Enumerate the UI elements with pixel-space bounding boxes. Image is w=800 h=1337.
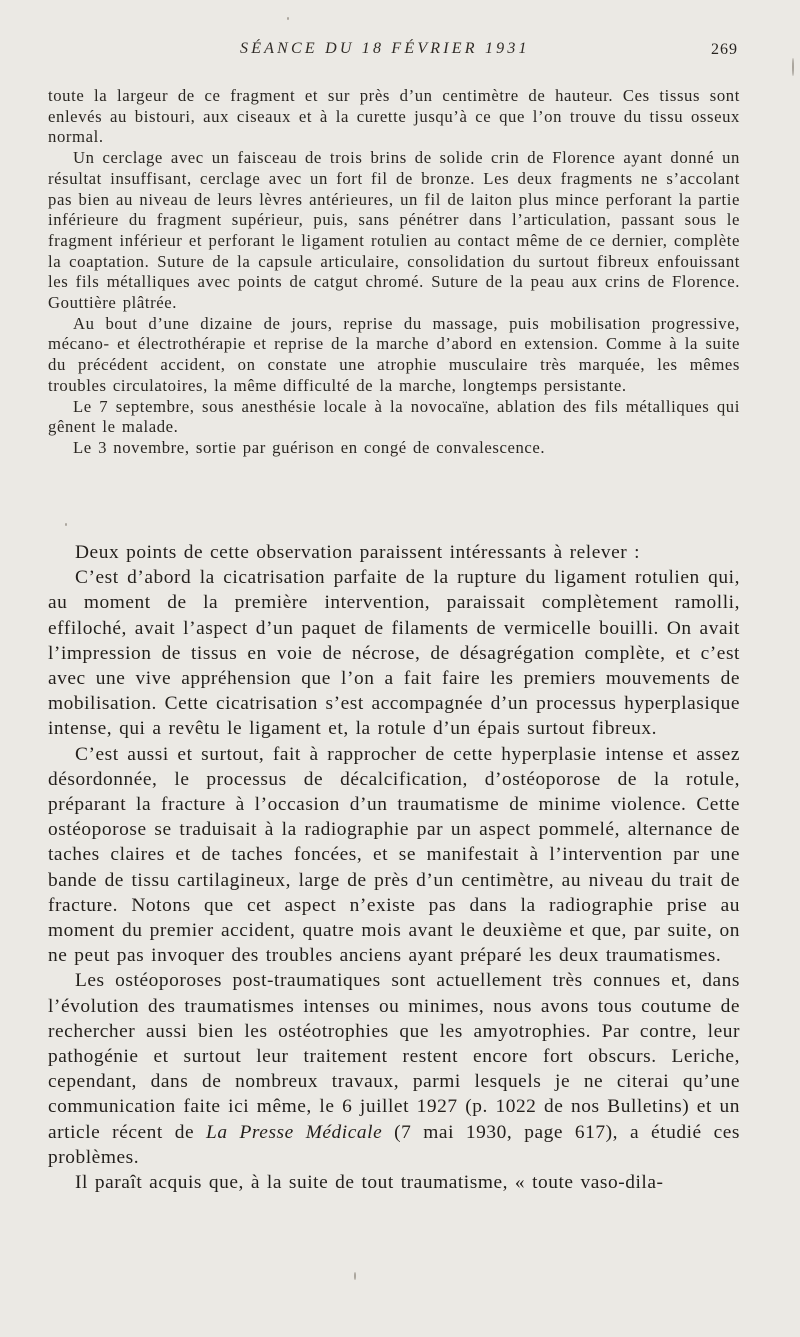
observation-paragraph: Le 7 septembre, sous anesthésie locale à la novocaïne, ablation des fils métalliques qui gênent le malade. [48,396,740,437]
discussion-paragraph: Il paraît acquis que, à la suite de tout traumatisme, « toute vaso-dila- [75,1172,664,1194]
discussion-paragraph: C’est d’abord la cicatrisation parfaite de la rupture du ligament rotulien qui, au moment de la première intervention, paraissait complètement ramolli, effiloché, avait l’aspect d’un paquet de filaments de vermicelle bouilli. On avait l’impression de tissus en voie de nécrose, de désagrégation complète, et c’est avec une vive appréhension que l’on a fait faire les premiers mouvements de mobilisation. Cette cicatrisation s’est accompagnée d’un processus hyperplasique intense, qui a revêtu le ligament et, la rotule d’un épais surtout fibreux. [48,567,740,740]
page-number: 269 [711,41,738,58]
discussion-paragraph-with-citation [48,968,740,1170]
page-header [48,40,738,64]
observation-paragraph: toute la largeur de ce fragment et sur près d’un centimètre de hauteur. Ces tissus sont enlevés au bistouri, aux ciseaux et à la curette jusqu’à ce que l’on trouve du tissu osseux normal. [48,86,740,147]
scan-speck [287,17,289,20]
citation-trailing-text: (7 mai 1930, page 617), a étudié ces problèmes. [48,1121,740,1168]
observation-paragraph: Le 3 novembre, sortie par guérison en congé de convalescence. [73,437,546,457]
observation-paragraph: Un cerclage avec un faisceau de trois brins de solide crin de Florence ayant donné un résultat insuffisant, cerclage avec un fort fil de bronze. Les deux fragments ne s’accolant pas bien au niveau de leurs lèvres antérieures, un fil de laiton plus mince perforant la partie inférieure du fragment supérieur, puis, sans pénétrer dans l’articulation, passant sous le fragment inférieur et perforant le ligament rotulien au contact même de ce dernier, complète la coaptation. Suture de la capsule articulaire, consolidation du surtout fibreux enfouissant les fils métalliques avec points de catgut chromé. Suture de la peau aux crins de Florence. Gouttière plâtrée. [48,148,740,313]
scan-speck [65,523,67,526]
journal-title: La Presse Médicale [206,1121,383,1143]
discussion-paragraph: C’est aussi et surtout, fait à rapprocher de cette hyperplasie intense et assez désordonnée, le processus de décalcification, d’ostéoporose de la rotule, préparant la fracture à l’occasion d’un traumatisme de minime violence. Cette ostéoporose se traduisait à la radiographie par un aspect pommelé, alternance de taches claires et de taches foncées, et se manifestait à l’intervention par une bande de tissu cartilagineux, large de près d’un centimètre, au niveau du trait de fracture. Notons que cet aspect n’existe pas dans la radiographie prise au moment du premier accident, quatre mois avant le deuxième et que, par suite, on ne peut pas invoquer des troubles anciens ayant préparé les deux traumatismes. [48,743,740,967]
discussion-paragraph: Deux points de cette observation paraissent intéressants à relever : [75,542,641,563]
observation-notes [48,86,740,459]
running-title: SÉANCE DU 18 FÉVRIER 1931 [240,40,530,57]
scan-speck [792,58,794,76]
citation-lead-text: Les ostéoporoses post-traumatiques sont actuellement très connues et, dans l’évolution des traumatismes intenses ou minimes, nous avons tous coutume de rechercher aussi bien les ostéotrophies que les amyotrophies. Par contre, leur pathogénie et surtout leur traitement restent encore fort obscurs. Leriche, cependant, dans de nombreux travaux, parmi lesquels je ne citerai qu’une communication faite ici même, le 6 juillet 1927 (p. 1022 de nos Bulletins) et un article récent de [48,970,740,1143]
observation-paragraph: Au bout d’une dizaine de jours, reprise du massage, puis mobilisation progressive, mécano- et électrothérapie et reprise de la marche d’abord en extension. Comme à la suite du précédent accident, on constate une atrophie musculaire très marquée, les mêmes troubles circulatoires, la même difficulté de la marche, longtemps persistante. [48,313,740,395]
discussion-text [48,540,740,1195]
scan-speck [354,1272,356,1280]
